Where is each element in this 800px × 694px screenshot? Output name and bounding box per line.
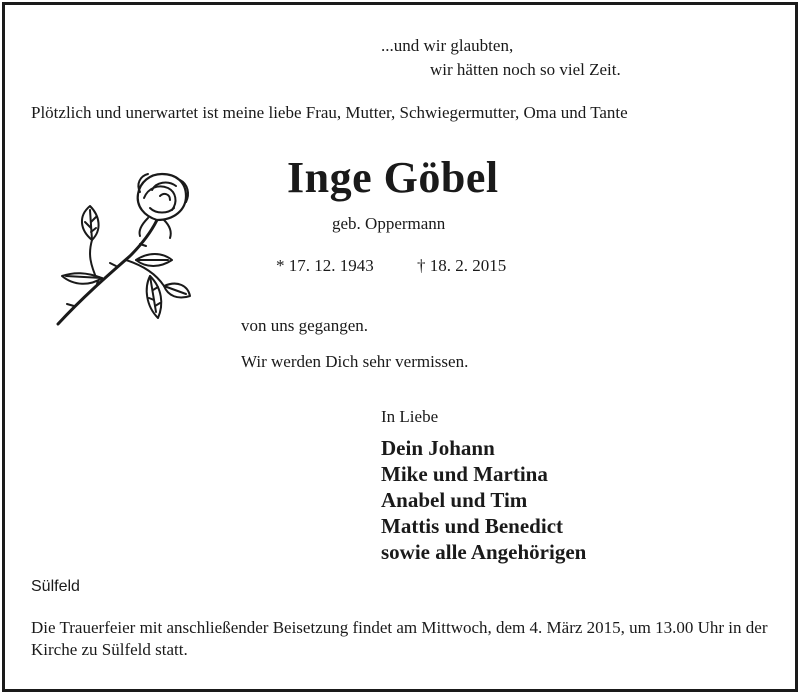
funeral-notice: Die Trauerfeier mit anschließender Beisetzung findet am Mittwoch, dem 4. März 2015, um 13.00 Uhr in der Kirche zu Sülfeld statt. — [31, 618, 768, 659]
in-love-text: In Liebe — [381, 407, 439, 426]
birth-date: * 17. 12. 1943 — [276, 256, 374, 275]
signer: sowie alle Angehörigen — [381, 540, 587, 564]
miss-text: Wir werden Dich sehr vermissen. — [241, 352, 469, 371]
death-date: † 18. 2. 2015 — [417, 256, 507, 275]
maiden-name: geb. Oppermann — [332, 214, 446, 233]
signers-list — [381, 435, 586, 565]
deceased-name: Inge Göbel — [287, 153, 499, 202]
signer: Mattis und Benedict — [381, 514, 564, 538]
quote-line-1: ...und wir glaubten, — [381, 36, 514, 55]
signer: Anabel und Tim — [381, 488, 528, 512]
signer: Mike und Martina — [381, 462, 548, 486]
quote-line-2: wir hätten noch so viel Zeit. — [430, 60, 621, 79]
intro-text: Plötzlich und unerwartet ist meine liebe Frau, Mutter, Schwiegermutter, Oma und Tante — [31, 103, 628, 122]
signer: Dein Johann — [381, 436, 495, 460]
passed-text: von uns gegangen. — [241, 316, 369, 335]
place-name: Sülfeld — [31, 578, 80, 595]
rose-icon — [52, 168, 194, 328]
